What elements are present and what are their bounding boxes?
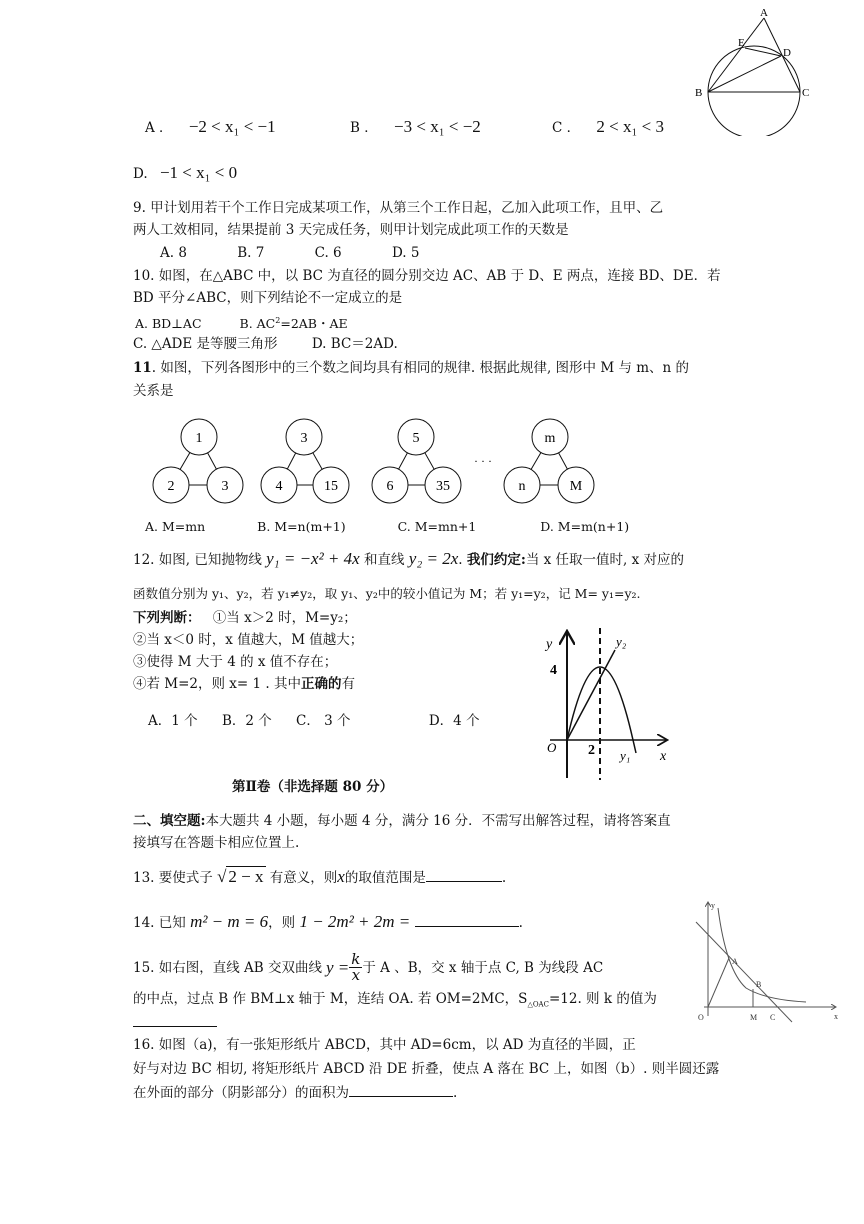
q10-option-b: B. $AC^2=2AB$・AE <box>239 316 348 332</box>
q15-label-m: M <box>750 1013 758 1022</box>
q11-g2-left: 4 <box>275 479 283 494</box>
q15-answer-blank[interactable] <box>133 1012 217 1027</box>
q15-hyperbola-figure <box>686 898 842 1028</box>
q14: 14. 已知 m² − m = 6，则 1 − 2m² + 2m = . <box>133 912 523 931</box>
q12-option-d: D．4 个 <box>428 713 480 729</box>
q15-line2: 的中点，过点 B 作 BM⊥x 轴于 M，连结 OA. 若 OM=2MC，$S_{\triangle OAC}=12$. 则 k 的值为 <box>133 991 657 1009</box>
q11-group-2 <box>261 419 349 503</box>
q11-g4-top: m <box>544 431 556 446</box>
q11-option-b: B. M=n(m+1) <box>257 519 346 534</box>
q12-line-y2 <box>567 650 615 740</box>
q10-options-cd <box>133 333 398 355</box>
q15-label-a: A <box>732 957 738 966</box>
q11-g2-top: 3 <box>300 431 308 446</box>
q8-option-c: C ． 2 < x₁ < 3 <box>552 117 665 136</box>
q15-label-c: C <box>770 1013 776 1022</box>
section2-line1: 二、填空题:本大题共 4 小题，每小题 4 分，满分 16 分．不需写出解答过程，请将答案直 <box>133 813 671 829</box>
q11-line1: 11. 如图，下列各图形中的三个数之间均具有相同的规律. 根据此规律, 图形中 M 与 m、n 的 <box>133 360 690 376</box>
q16-line3: 在外面的部分（阴影部分）的面积为 . <box>133 1082 457 1104</box>
q11-option-c: C. M=mn+1 <box>397 519 477 534</box>
q8-option-d-expr: −1 < x₁ < 0 <box>159 163 238 182</box>
q10-label-b: B <box>695 87 703 99</box>
q11-number-triangles-figure <box>140 415 620 515</box>
q10-triangle-circle-figure <box>690 4 820 136</box>
q16-answer-blank[interactable] <box>349 1082 453 1097</box>
q12-option-a: A．1 个 <box>148 713 198 729</box>
q12-y-tick-4: 4 <box>550 663 557 678</box>
q9-options <box>160 242 419 264</box>
q15-hyperbola <box>718 908 806 1002</box>
q14-answer-blank[interactable] <box>415 912 519 927</box>
q10-option-a: A. BD⊥AC <box>135 316 202 332</box>
q12-judgment-3: ③使得 M 大于 4 的 x 值不存在； <box>133 654 338 670</box>
q12-y-axis-label: y <box>546 637 553 652</box>
q11-g1-right: 3 <box>221 479 229 494</box>
q12-line-expr: y₂ = 2x <box>408 549 459 568</box>
q10-option-c: C. △ADE 是等腰三角形 <box>133 336 278 352</box>
q8-option-b-expr: −3 < x₁ < −2 <box>394 117 481 136</box>
q12-function-graph <box>530 628 680 780</box>
q12-judgment-4: ④若 M=2，则 x= 1 . 其中正确的有 <box>133 676 355 692</box>
q12-parabola-expr: y₁ = −x² + 4x <box>266 549 360 568</box>
q11-g2-right: 15 <box>324 479 338 494</box>
q11-options <box>145 516 629 538</box>
q16-line2: 好与对边 BC 相切, 将矩形纸片 ABCD 沿 DE 折叠，使点 A 落在 BC 上，如图（b）. 则半圆还露 <box>133 1061 720 1077</box>
q11-ellipsis: · · · <box>474 454 492 468</box>
q14-condition: m² − m = 6 <box>190 912 269 931</box>
q9-option-d: D. 5 <box>391 245 420 261</box>
q11-g3-right: 35 <box>436 479 450 494</box>
section2-line2: 接填写在答题卡相应位置上. <box>133 835 300 851</box>
q11-g1-top: 1 <box>195 431 203 446</box>
q11-number: 11 <box>133 360 152 376</box>
q9-option-c: C. 6 <box>314 245 342 261</box>
q10-line2: BD 平分∠ABC，则下列结论不一定成立的是 <box>133 290 403 306</box>
q15-label-y: y <box>711 901 715 910</box>
part2-title: 第Ⅱ卷（非选择题 80 分） <box>232 779 394 795</box>
q12-origin-label: O <box>547 740 557 755</box>
q11-option-d: D. M=m(n+1) <box>540 519 630 534</box>
q12-x-tick-2: 2 <box>588 743 595 758</box>
q12-label-y1: y₁ <box>620 748 631 763</box>
q12-line2: 函数值分别为 y₁、y₂，若 y₁≠y₂，取 y₁、y₂中的较小值记为 M；若 y₁=y₂，记 M= y₁=y₂. <box>133 586 641 601</box>
q15-label-o: O <box>698 1013 704 1022</box>
q12-line1: 12. 如图, 已知抛物线 y₁ = −x² + 4x 和直线 y₂ = 2x. 我们约定:当 x 任取一值时, x 对应的 <box>133 549 685 568</box>
q11-group-3 <box>372 419 461 503</box>
q9-option-b: B. 7 <box>237 245 265 261</box>
q11-option-a: A. M=mn <box>145 519 206 534</box>
q10-options-ab <box>135 310 348 335</box>
q13-radical: √ 2 − x <box>217 867 264 886</box>
q10-option-d: D. BC＝2AD. <box>311 336 398 352</box>
q12-judgment-2: ②当 x＜0 时，x 值越大，M 值越大； <box>133 632 364 648</box>
q8-option-a: A ． −2 < x₁ < −1 <box>145 117 276 136</box>
q12-convention: 我们约定: <box>466 552 526 568</box>
q11-g3-top: 5 <box>412 431 420 446</box>
q15-line-oa <box>708 958 729 1007</box>
q8-option-d: D. −1 < x₁ < 0 <box>133 163 238 182</box>
q12-label-y2: y₂ <box>616 634 627 649</box>
q8-option-c-expr: 2 < x₁ < 3 <box>596 117 665 136</box>
q13-answer-blank[interactable] <box>426 867 502 882</box>
q8-option-b: B ． −3 < x₁ < −2 <box>350 117 481 136</box>
q11-group-4 <box>504 419 594 503</box>
q15-label-b: B <box>756 980 762 989</box>
q13: 13. 要使式子 √ 2 − x 有意义，则x的取值范围是 . <box>133 867 507 886</box>
q9-line1: 9. 甲计划用若干个工作日完成某项工作，从第三个工作日起，乙加入此项工作，且甲、乙 <box>133 200 664 216</box>
q8-option-a-expr: −2 < x₁ < −1 <box>188 117 276 136</box>
q10-label-d: D <box>783 47 791 59</box>
q15-fraction: $\frac{k}{x}$ <box>351 950 361 984</box>
q12-judgments-1: 下列判断： ①当 x＞2 时，M=y₂； <box>133 610 357 626</box>
q12-x-axis-label: x <box>660 749 667 764</box>
q12-option-c: C． 3 个 <box>296 713 351 729</box>
q10-label-c: C <box>802 87 810 99</box>
q11-g4-right: M <box>569 479 583 494</box>
q11-line2: 关系是 <box>133 383 174 399</box>
q11-group-1 <box>153 419 243 503</box>
q10-line1: 10. 如图，在△ABC 中，以 BC 为直径的圆分别交边 AC、AB 于 D、E 两点，连接 BD、DE．若 <box>133 268 721 284</box>
q12-options <box>148 710 480 732</box>
q10-label-a: A <box>760 7 768 19</box>
q15-label-x: x <box>834 1012 838 1021</box>
q11-g1-left: 2 <box>167 479 175 494</box>
q12-option-b: B．2 个 <box>221 713 272 729</box>
q15-line1: 15. 如右图，直线 AB 交双曲线 y = $\frac{k}{x}$ 于 A 、B，交 x 轴于点 C, B 为线段 AC <box>133 950 604 984</box>
q14-expression: 1 − 2m² + 2m = <box>299 912 411 931</box>
q9-option-a: A. 8 <box>160 245 187 261</box>
q11-g4-left: n <box>518 479 526 494</box>
q11-g3-left: 6 <box>386 479 394 494</box>
q9-line2: 两人工效相同，结果提前 3 天完成任务，则甲计划完成此项工作的天数是 <box>133 222 569 238</box>
q10-label-e: E <box>738 37 745 49</box>
q16-line1: 16. 如图（a)，有一张矩形纸片 ABCD，其中 AD=6cm，以 AD 为直径的半圆，正 <box>133 1037 636 1053</box>
